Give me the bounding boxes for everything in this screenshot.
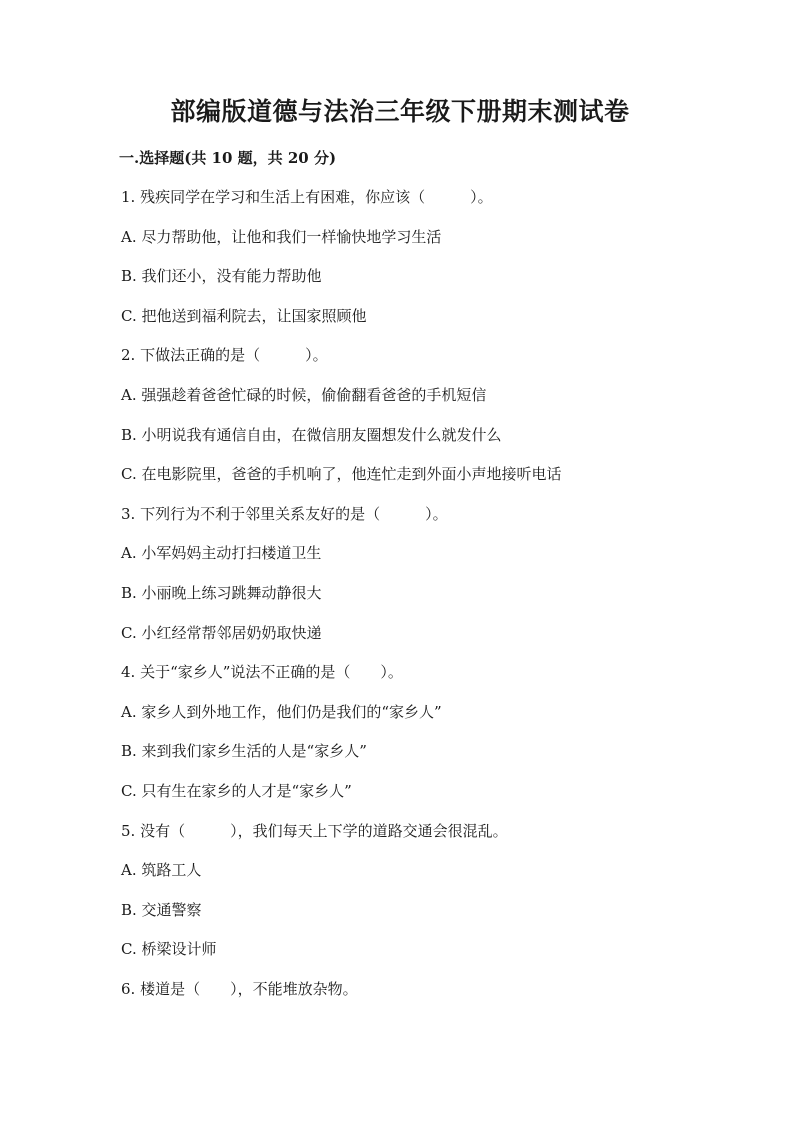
page-title: 部编版道德与法治三年级下册期末测试卷 bbox=[170, 97, 630, 126]
question-3-option-a: A. 小军妈妈主动打扫楼道卫生 bbox=[121, 544, 322, 563]
question-3-option-b: B. 小丽晚上练习跳舞动静很大 bbox=[121, 583, 322, 602]
question-2-option-b: B. 小明说我有通信自由，在微信朋友圈想发什么就发什么 bbox=[121, 425, 502, 444]
question-2-option-a: A. 强强趁着爸爸忙碌的时候，偷偷翻看爸爸的手机短信 bbox=[121, 385, 487, 404]
question-5-option-b: B. 交通警察 bbox=[121, 900, 202, 919]
question-5-option-a: A. 筑路工人 bbox=[121, 861, 202, 880]
question-list bbox=[121, 183, 741, 1014]
question-4-stem: 4. 关于“家乡人”说法不正确的是（ ）。 bbox=[121, 663, 403, 682]
question-4-option-c: C. 只有生在家乡的人才是“家乡人” bbox=[121, 781, 352, 800]
question-3-stem: 3. 下列行为不利于邻里关系友好的是（ ）。 bbox=[121, 504, 448, 523]
question-1-option-a: A. 尽力帮助他，让他和我们一样愉快地学习生活 bbox=[121, 227, 442, 246]
section-heading: 一.选择题(共 10 题，共 20 分) bbox=[119, 149, 337, 167]
question-1-option-b: B. 我们还小，没有能力帮助他 bbox=[121, 267, 322, 286]
question-1-stem: 1. 残疾同学在学习和生活上有困难，你应该（ ）。 bbox=[121, 188, 493, 206]
question-5-stem: 5. 没有（ ），我们每天上下学的道路交通会很混乱。 bbox=[121, 821, 508, 840]
question-1-option-c: C. 把他送到福利院去，让国家照顾他 bbox=[121, 306, 367, 325]
question-2-stem: 2. 下做法正确的是（ ）。 bbox=[121, 346, 328, 365]
question-5-option-c: C. 桥梁设计师 bbox=[121, 940, 217, 959]
question-2-option-c: C. 在电影院里，爸爸的手机响了，他连忙走到外面小声地接听电话 bbox=[121, 465, 562, 484]
question-6-stem: 6. 楼道是（ ），不能堆放杂物。 bbox=[121, 979, 358, 998]
question-4-option-a: A. 家乡人到外地工作，他们仍是我们的“家乡人” bbox=[121, 702, 442, 721]
question-4-option-b: B. 来到我们家乡生活的人是“家乡人” bbox=[121, 742, 367, 761]
question-3-option-c: C. 小红经常帮邻居奶奶取快递 bbox=[121, 623, 322, 642]
